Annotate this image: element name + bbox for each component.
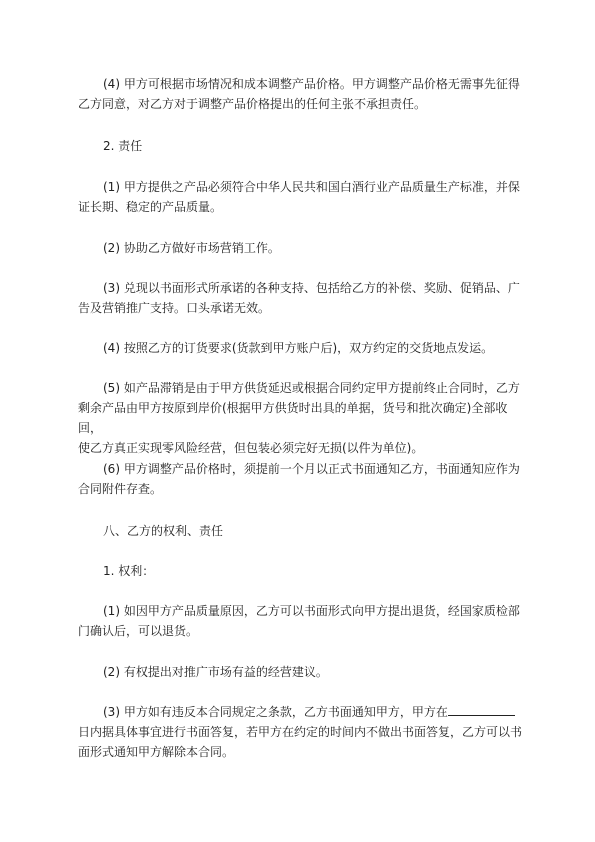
- paragraph-product-quality: [78, 177, 530, 217]
- fill-in-blank: [448, 703, 515, 716]
- paragraph-written-support: [78, 278, 530, 318]
- paragraph-line: (4) 甲方可根据市场情况和成本调整产品价格。甲方调整产品价格无需事先征得: [103, 77, 520, 91]
- paragraph-line: (2) 协助乙方做好市场营销工作。: [103, 241, 280, 255]
- paragraph-line: 使乙方真正实现零风险经营，但包装必须完好无损(以件为单位)。: [78, 441, 424, 455]
- paragraph-business-suggestion: [78, 662, 530, 682]
- paragraph-line-text: (3) 甲方如有违反本合同规定之条款，乙方书面通知甲方，甲方在: [103, 705, 448, 719]
- paragraph-line: 证长期、稳定的产品质量。: [78, 200, 223, 214]
- paragraph-line: (4) 按照乙方的订货要求(货款到甲方账户后)，双方约定的交货地点发运。: [103, 341, 494, 355]
- paragraph-price-adjustment: [78, 74, 530, 114]
- paragraph-line: (2) 有权提出对推广市场有益的经营建议。: [103, 665, 328, 679]
- paragraph-line: 告及营销推广支持。口头承诺无效。: [78, 301, 271, 315]
- paragraph-line: 乙方同意，对乙方对于调整产品价格提出的任何主张不承担责任。: [78, 97, 427, 111]
- paragraph-unsold-products: [78, 378, 530, 458]
- paragraph-line: 八、乙方的权利、责任: [103, 524, 224, 538]
- section-heading-party-b: [78, 521, 530, 541]
- paragraph-line: (5) 如产品滞销是由于甲方供货延迟或根据合同约定甲方提前终止合同时，乙方: [103, 381, 520, 395]
- paragraph-line: (3) 兑现以书面形式所承诺的各种支持、包括给乙方的补偿、奖励、促销品、广: [103, 281, 520, 295]
- paragraph-line: 1. 权利：: [103, 564, 155, 578]
- paragraph-breach-termination: [78, 702, 530, 762]
- paragraph-line: 门确认后，可以退货。: [78, 624, 199, 638]
- paragraph-line: (1) 如因甲方产品质量原因，乙方可以书面形式向甲方提出退货，经国家质检部: [103, 604, 520, 618]
- paragraph-line: 剩余产品由甲方按原到岸价(根据甲方供货时出具的单据，货号和批次确定)全部收回，: [78, 401, 508, 435]
- paragraph-line: (6) 甲方调整产品价格时，须提前一个月以正式书面通知乙方，书面通知应作为: [103, 462, 520, 476]
- paragraph-line: 日内据具体事宜进行书面答复，若甲方在约定的时间内不做出书面答复，乙方可以书: [78, 725, 523, 739]
- paragraph-line: 合同附件存查。: [78, 482, 163, 496]
- paragraph-line: 2. 责任: [103, 139, 143, 153]
- paragraph-line: [78, 702, 530, 722]
- paragraph-line: 面形式通知甲方解除本合同。: [78, 745, 235, 759]
- section-heading-responsibility: [78, 136, 530, 156]
- paragraph-line: (1) 甲方提供之产品必须符合中华人民共和国白酒行业产品质量生产标准，并保: [103, 180, 520, 194]
- paragraph-marketing-assist: [78, 238, 530, 258]
- section-heading-rights: [78, 561, 530, 581]
- paragraph-return-goods: [78, 601, 530, 641]
- paragraph-price-notice: [78, 459, 530, 499]
- paragraph-delivery: [78, 338, 530, 358]
